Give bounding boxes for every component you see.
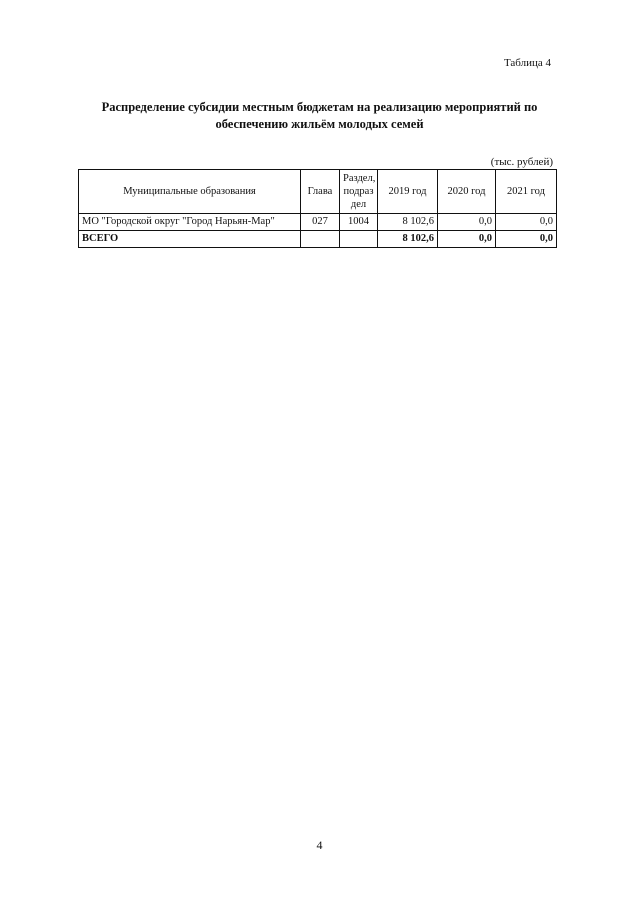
cell-2019: 8 102,6 [378, 214, 438, 231]
header-municipality: Муниципальные образования [79, 170, 301, 214]
total-label: ВСЕГО [79, 231, 301, 248]
header-razdel: Раздел, подраз дел [340, 170, 378, 214]
total-razdel [340, 231, 378, 248]
header-2021: 2021 год [496, 170, 557, 214]
total-2021: 0,0 [496, 231, 557, 248]
table-header-row [79, 170, 557, 214]
cell-municipality: МО "Городской округ "Город Нарьян-Мар" [79, 214, 301, 231]
total-2019: 8 102,6 [378, 231, 438, 248]
units-label: (тыс. рублей) [490, 156, 553, 168]
table-row [79, 214, 557, 231]
cell-glava: 027 [301, 214, 340, 231]
total-row [79, 231, 557, 248]
total-glava [301, 231, 340, 248]
header-2019: 2019 год [378, 170, 438, 214]
header-glava: Глава [301, 170, 340, 214]
document-title: Распределение субсидии местным бюджетам на реализацию мероприятий по обеспечению жильём молодых семей [101, 100, 538, 131]
table-number: Таблица 4 [503, 57, 551, 69]
page-number: 4 [316, 838, 323, 852]
header-2020: 2020 год [438, 170, 496, 214]
cell-2020: 0,0 [438, 214, 496, 231]
cell-razdel: 1004 [340, 214, 378, 231]
total-2020: 0,0 [438, 231, 496, 248]
subsidy-table [78, 169, 557, 248]
cell-2021: 0,0 [496, 214, 557, 231]
